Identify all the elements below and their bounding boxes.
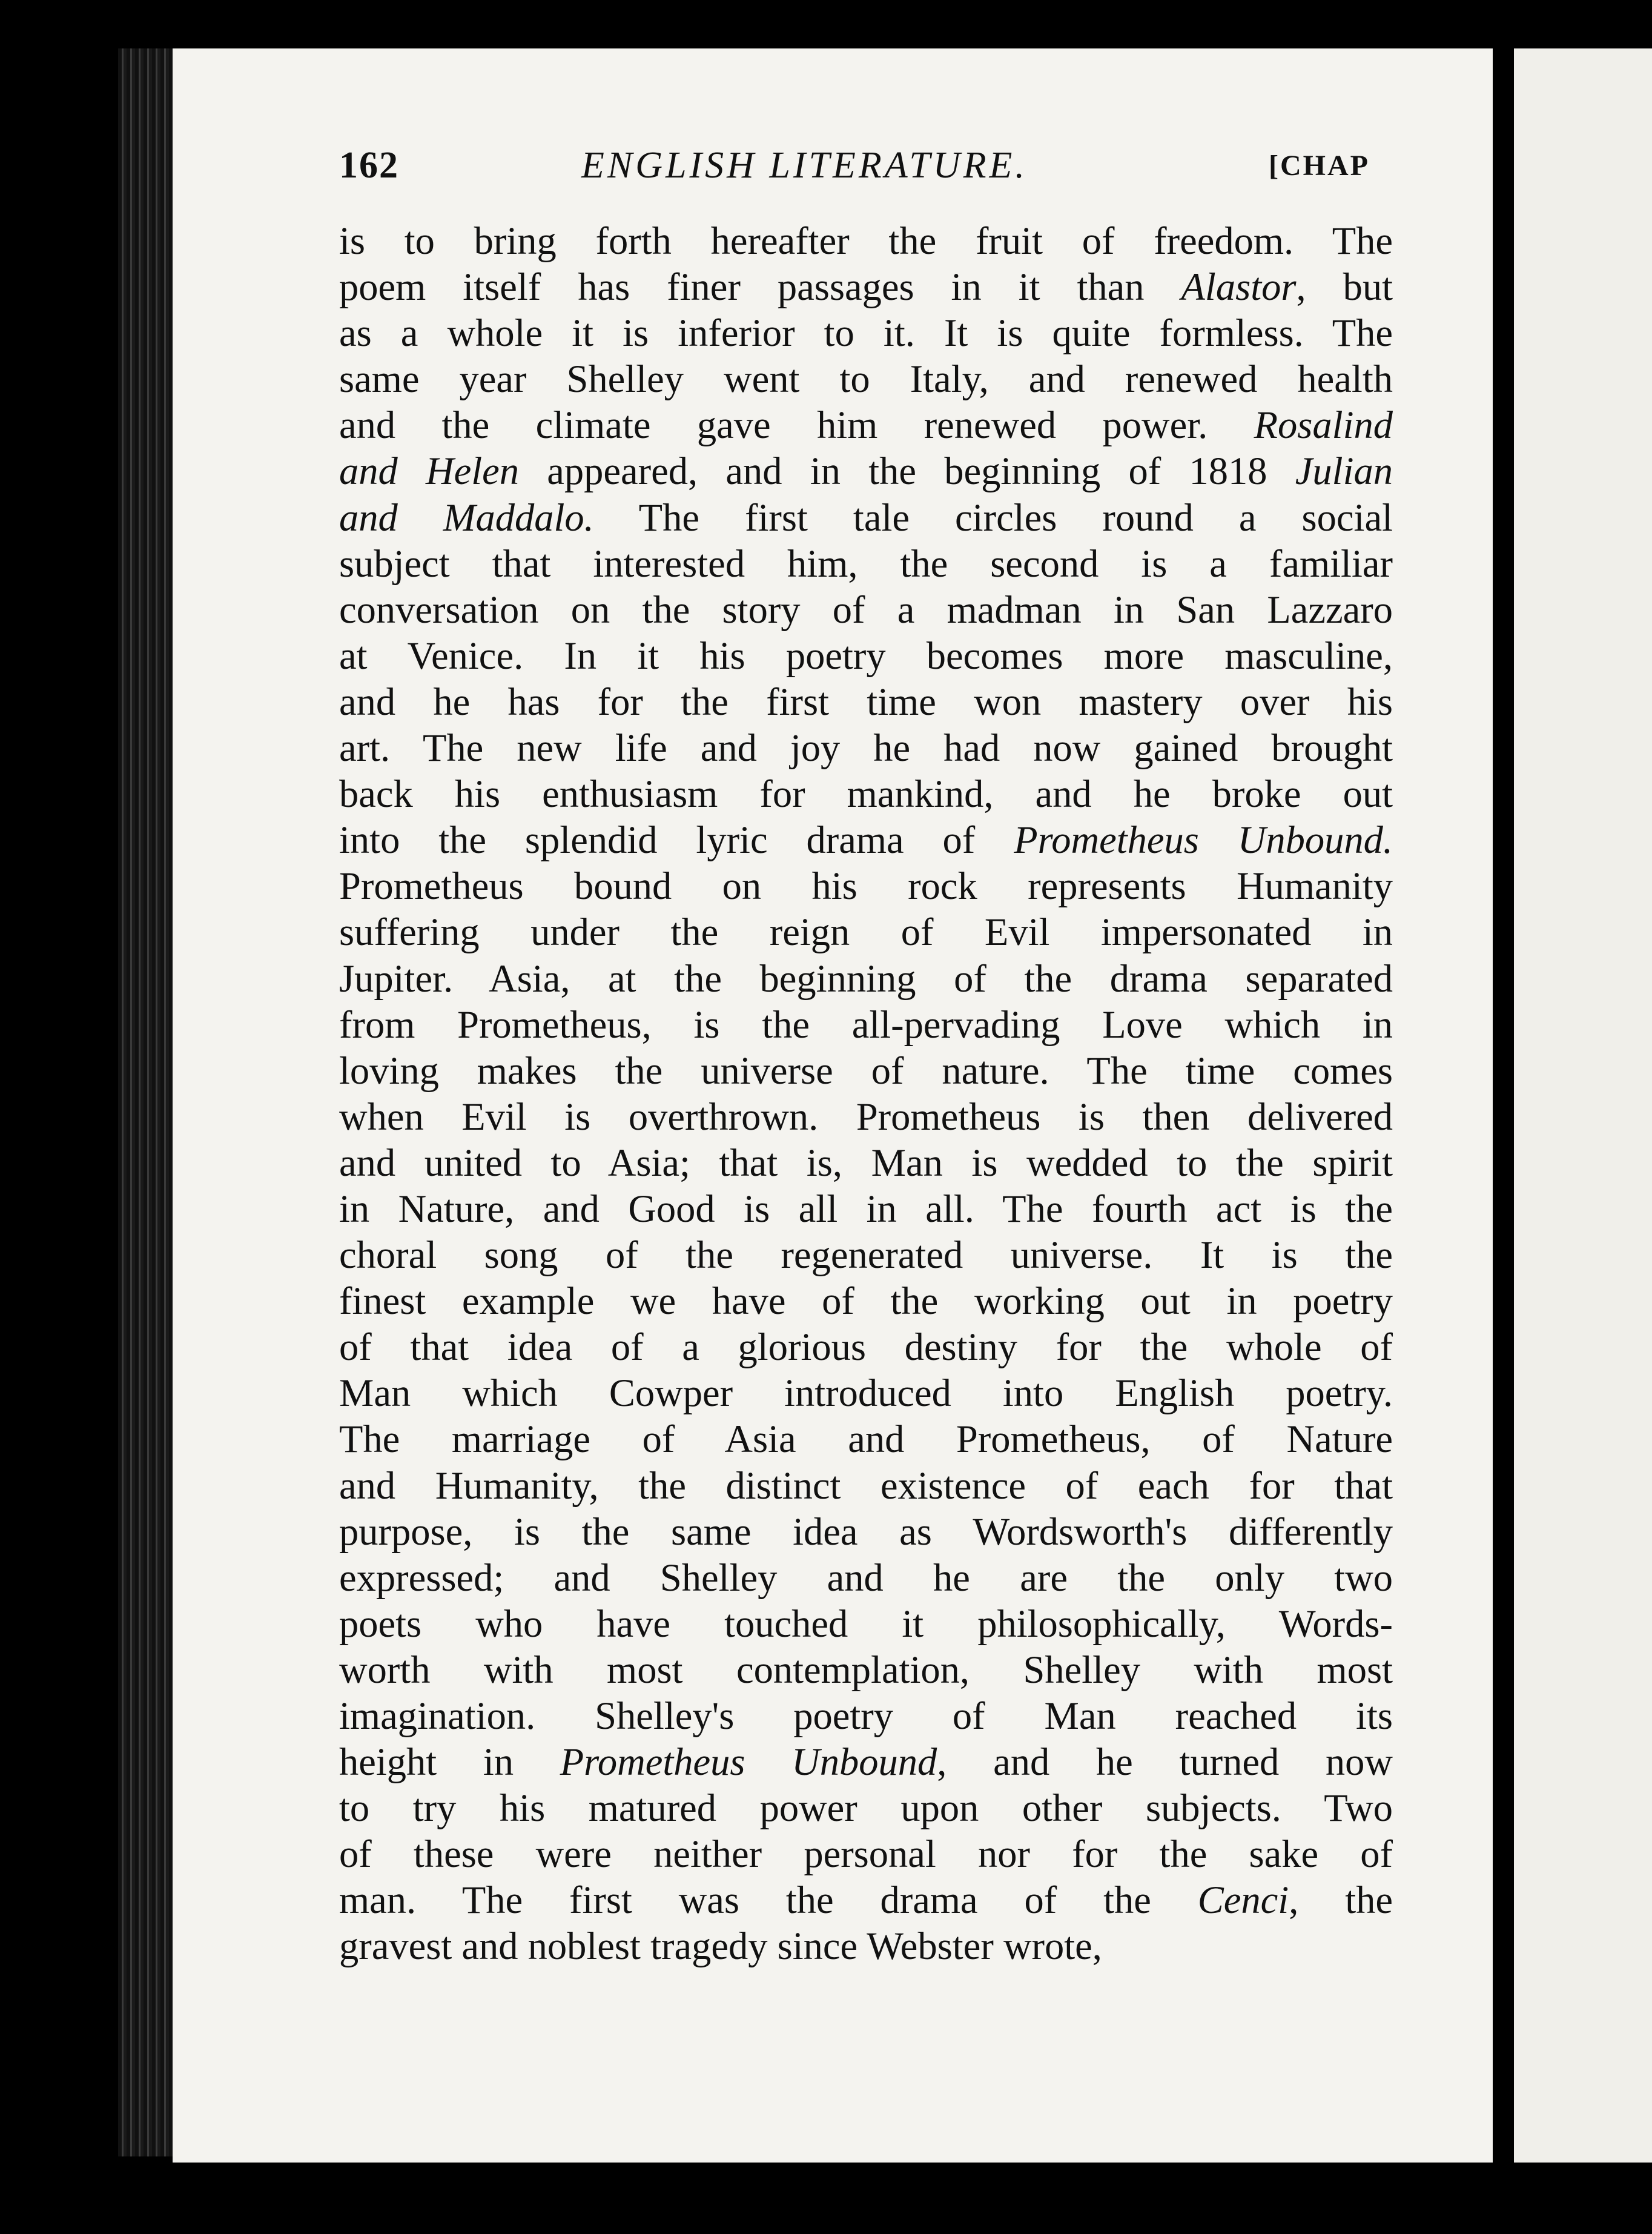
text-run: , the <box>1289 1878 1393 1922</box>
italic-title: and Helen <box>339 449 520 493</box>
text-line <box>339 725 1393 771</box>
text-run: as a whole it is inferior to it. It is quite formless. The <box>339 311 1393 355</box>
text-run: choral song of the regenerated universe. It is the <box>339 1233 1393 1277</box>
italic-title: Rosalind <box>1254 403 1393 447</box>
italic-title: Alastor <box>1181 265 1297 309</box>
text-run: man. The first was the drama of the <box>339 1878 1198 1922</box>
text-line <box>339 402 1393 448</box>
text-run: conversation on the story of a madman in San Lazzaro <box>339 588 1393 631</box>
text-run: imagination. Shelley's poetry of Man reached its <box>339 1694 1393 1737</box>
text-run: , but <box>1296 265 1393 309</box>
text-line <box>339 679 1393 725</box>
text-line <box>339 1416 1393 1462</box>
text-run: Man which Cowper introduced into English poetry. <box>339 1371 1393 1415</box>
italic-title: Prometheus Unbound. <box>1014 818 1393 862</box>
text-line <box>339 1186 1393 1232</box>
text-line <box>339 1463 1393 1509</box>
facing-page-edge <box>1514 48 1652 2163</box>
text-run: to try his matured power upon other subjects. Two <box>339 1786 1393 1830</box>
text-line <box>339 1094 1393 1140</box>
text-line <box>339 1278 1393 1324</box>
text-line <box>339 1324 1393 1370</box>
text-run: in Nature, and Good is all in all. The fourth act is the <box>339 1187 1393 1230</box>
text-line <box>339 1831 1393 1877</box>
text-run: art. The new life and joy he had now gained brought <box>339 726 1393 770</box>
text-line <box>339 1877 1393 1923</box>
scan-border <box>0 2163 1652 2234</box>
italic-title: and Maddalo. <box>339 496 594 539</box>
text-run: Jupiter. Asia, at the beginning of the drama separated <box>339 956 1393 1000</box>
text-line <box>339 909 1393 955</box>
text-line <box>339 1509 1393 1555</box>
text-line <box>339 218 1393 264</box>
text-run: Prometheus bound on his rock represents Humanity <box>339 864 1393 908</box>
text-run: subject that interested him, the second is a familiar <box>339 542 1393 585</box>
text-line <box>339 956 1393 1002</box>
italic-title: Cenci <box>1197 1878 1289 1922</box>
text-run: same year Shelley went to Italy, and renewed health <box>339 357 1393 401</box>
text-run: gravest and noblest tragedy since Webster wrote, <box>339 1924 1102 1968</box>
text-run: loving makes the universe of nature. The time comes <box>339 1049 1393 1092</box>
text-line <box>339 310 1393 356</box>
text-line <box>339 1923 1393 1969</box>
chapter-mark: [CHAP <box>1269 150 1370 182</box>
text-run: from Prometheus, is the all-pervading Love which in <box>339 1003 1393 1046</box>
text-run: appeared, and in the beginning of 1818 <box>519 449 1295 493</box>
text-line <box>339 1232 1393 1278</box>
text-line <box>339 587 1393 633</box>
text-run: of that idea of a glorious destiny for the whole of <box>339 1325 1393 1369</box>
text-run: poets who have touched it philosophically, Words- <box>339 1602 1393 1645</box>
text-line <box>339 1555 1393 1601</box>
text-run: poem itself has finer passages in it than <box>339 265 1181 309</box>
page-number: 162 <box>339 145 399 186</box>
text-line <box>339 817 1393 863</box>
page-gutter-shadow <box>1493 48 1514 2163</box>
text-line <box>339 1693 1393 1739</box>
text-run: when Evil is overthrown. Prometheus is then delivered <box>339 1095 1393 1138</box>
text-line <box>339 633 1393 679</box>
text-line <box>339 1739 1393 1785</box>
text-run: purpose, is the same idea as Wordsworth's differently <box>339 1510 1393 1553</box>
text-run: and Humanity, the distinct existence of each for that <box>339 1463 1393 1507</box>
text-run: suffering under the reign of Evil impersonated in <box>339 910 1393 954</box>
book-spine-edge <box>118 48 173 2156</box>
text-line <box>339 771 1393 817</box>
body-text <box>339 218 1393 1970</box>
text-run: of these were neither personal nor for the sake of <box>339 1832 1393 1876</box>
text-run: is to bring forth hereafter the fruit of freedom. The <box>339 219 1393 262</box>
text-run: height in <box>339 1740 560 1784</box>
text-line <box>339 1140 1393 1186</box>
text-run: and he has for the first time won mastery over his <box>339 680 1393 723</box>
italic-title: Prometheus Unbound <box>560 1740 937 1784</box>
text-line <box>339 1002 1393 1048</box>
text-line <box>339 1370 1393 1416</box>
text-run: , and he turned now <box>937 1740 1393 1784</box>
text-run: expressed; and Shelley and he are the only two <box>339 1556 1393 1599</box>
running-title: ENGLISH LITERATURE. <box>581 145 1028 186</box>
text-run: back his enthusiasm for mankind, and he broke out <box>339 772 1393 816</box>
text-line <box>339 541 1393 587</box>
text-line <box>339 863 1393 909</box>
text-run: and the climate gave him renewed power. <box>339 403 1254 447</box>
text-run: The first tale circles round a social <box>593 496 1393 539</box>
text-run: into the splendid lyric drama of <box>339 818 1014 862</box>
text-run: The marriage of Asia and Prometheus, of Nature <box>339 1417 1393 1461</box>
text-line <box>339 448 1393 494</box>
text-line <box>339 1785 1393 1831</box>
text-run: finest example we have of the working out in poetry <box>339 1279 1393 1323</box>
text-line <box>339 1048 1393 1094</box>
text-run: at Venice. In it his poetry becomes more masculine, <box>339 634 1393 677</box>
running-header <box>339 144 1369 205</box>
text-line <box>339 264 1393 310</box>
text-line <box>339 356 1393 402</box>
text-run: worth with most contemplation, Shelley with most <box>339 1648 1393 1691</box>
text-run: and united to Asia; that is, Man is wedded to the spirit <box>339 1141 1393 1184</box>
text-line <box>339 1601 1393 1647</box>
text-line <box>339 495 1393 541</box>
text-line <box>339 1647 1393 1693</box>
italic-title: Julian <box>1295 449 1393 493</box>
